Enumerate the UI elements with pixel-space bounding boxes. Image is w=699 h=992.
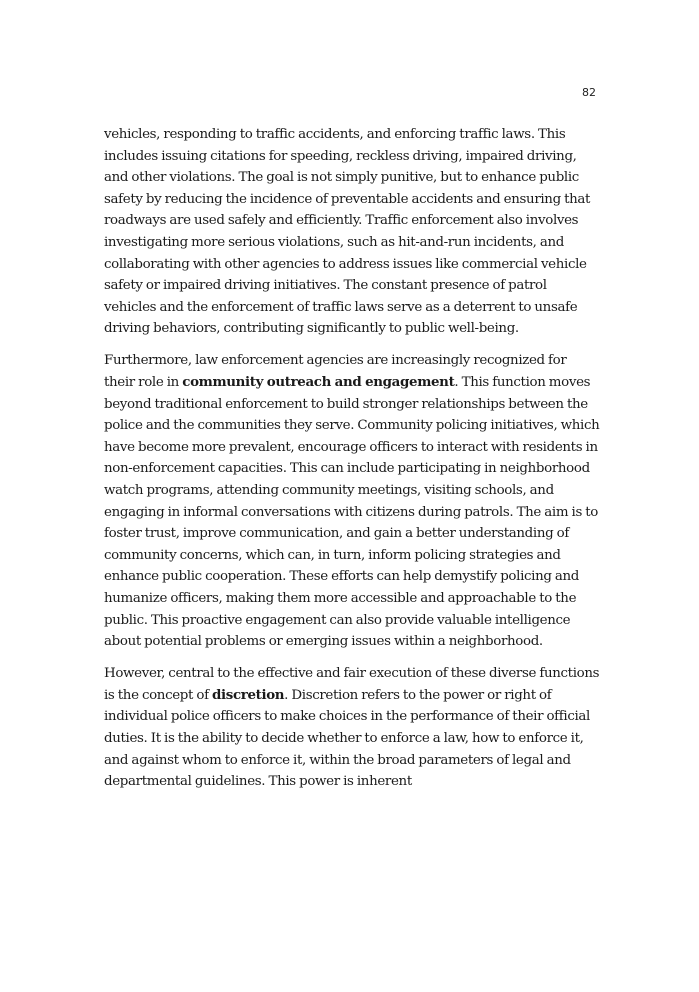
paragraph-community-outreach xyxy=(104,350,600,652)
page-body xyxy=(104,124,600,803)
paragraph-discretion xyxy=(104,663,600,793)
bold-term-discretion: discretion xyxy=(212,686,285,703)
paragraph-traffic-enforcement: vehicles, responding to traffic accidents, and enforcing traffic laws. This includes issuing citations for speeding, reckless driving, impaired driving, and other violations. The goal is not simply punitive, but to enhance public safety by reducing the incidence of preventable accidents and ensuring that roadways are used safely and efficiently. Traffic enforcement also involves investigating more serious violations, such as hit-and-run incidents, and collaborating with other agencies to address issues like commercial vehicle safety or impaired driving initiatives. The constant presence of patrol vehicles and the enforcement of traffic laws serve as a deterrent to unsafe driving behaviors, contributing significantly to public well-being. xyxy=(104,127,591,337)
paragraph-text: . Discretion refers to the power or right of individual police officers to make choices in the performance of their official duties. It is the ability to decide whether to enforce a law, how to enforce it, and against whom to enforce it, within the broad parameters of legal and departmental guidelines. This power is inherent xyxy=(104,687,590,790)
paragraph-text: However, central to the effective and fair execution of these diverse functions is the concept of xyxy=(104,666,600,703)
paragraph-text: Furthermore, law enforcement agencies are increasingly recognized for their role in xyxy=(104,353,567,391)
paragraph-text: . This function moves beyond traditional enforcement to build stronger relationships between the police and the communities they serve. Community policing initiatives, which have become more prevalent, encourage officers to interact with residents in non-enforcement capacities. This can include participating in neighborhood watch programs, attending community meetings, visiting schools, and engaging in informal conversations with citizens during patrols. The aim is to foster trust, improve communication, and gain a better understanding of community concerns, which can, in turn, inform policing strategies and enhance public cooperation. These efforts can help demystify policing and humanize officers, making them more accessible and approachable to the public. This proactive engagement can also provide valuable intelligence about potential problems or emerging issues within a neighborhood. xyxy=(104,375,600,650)
bold-term-community-outreach: community outreach and engagement xyxy=(182,374,455,391)
page-number: 82 xyxy=(582,86,596,99)
